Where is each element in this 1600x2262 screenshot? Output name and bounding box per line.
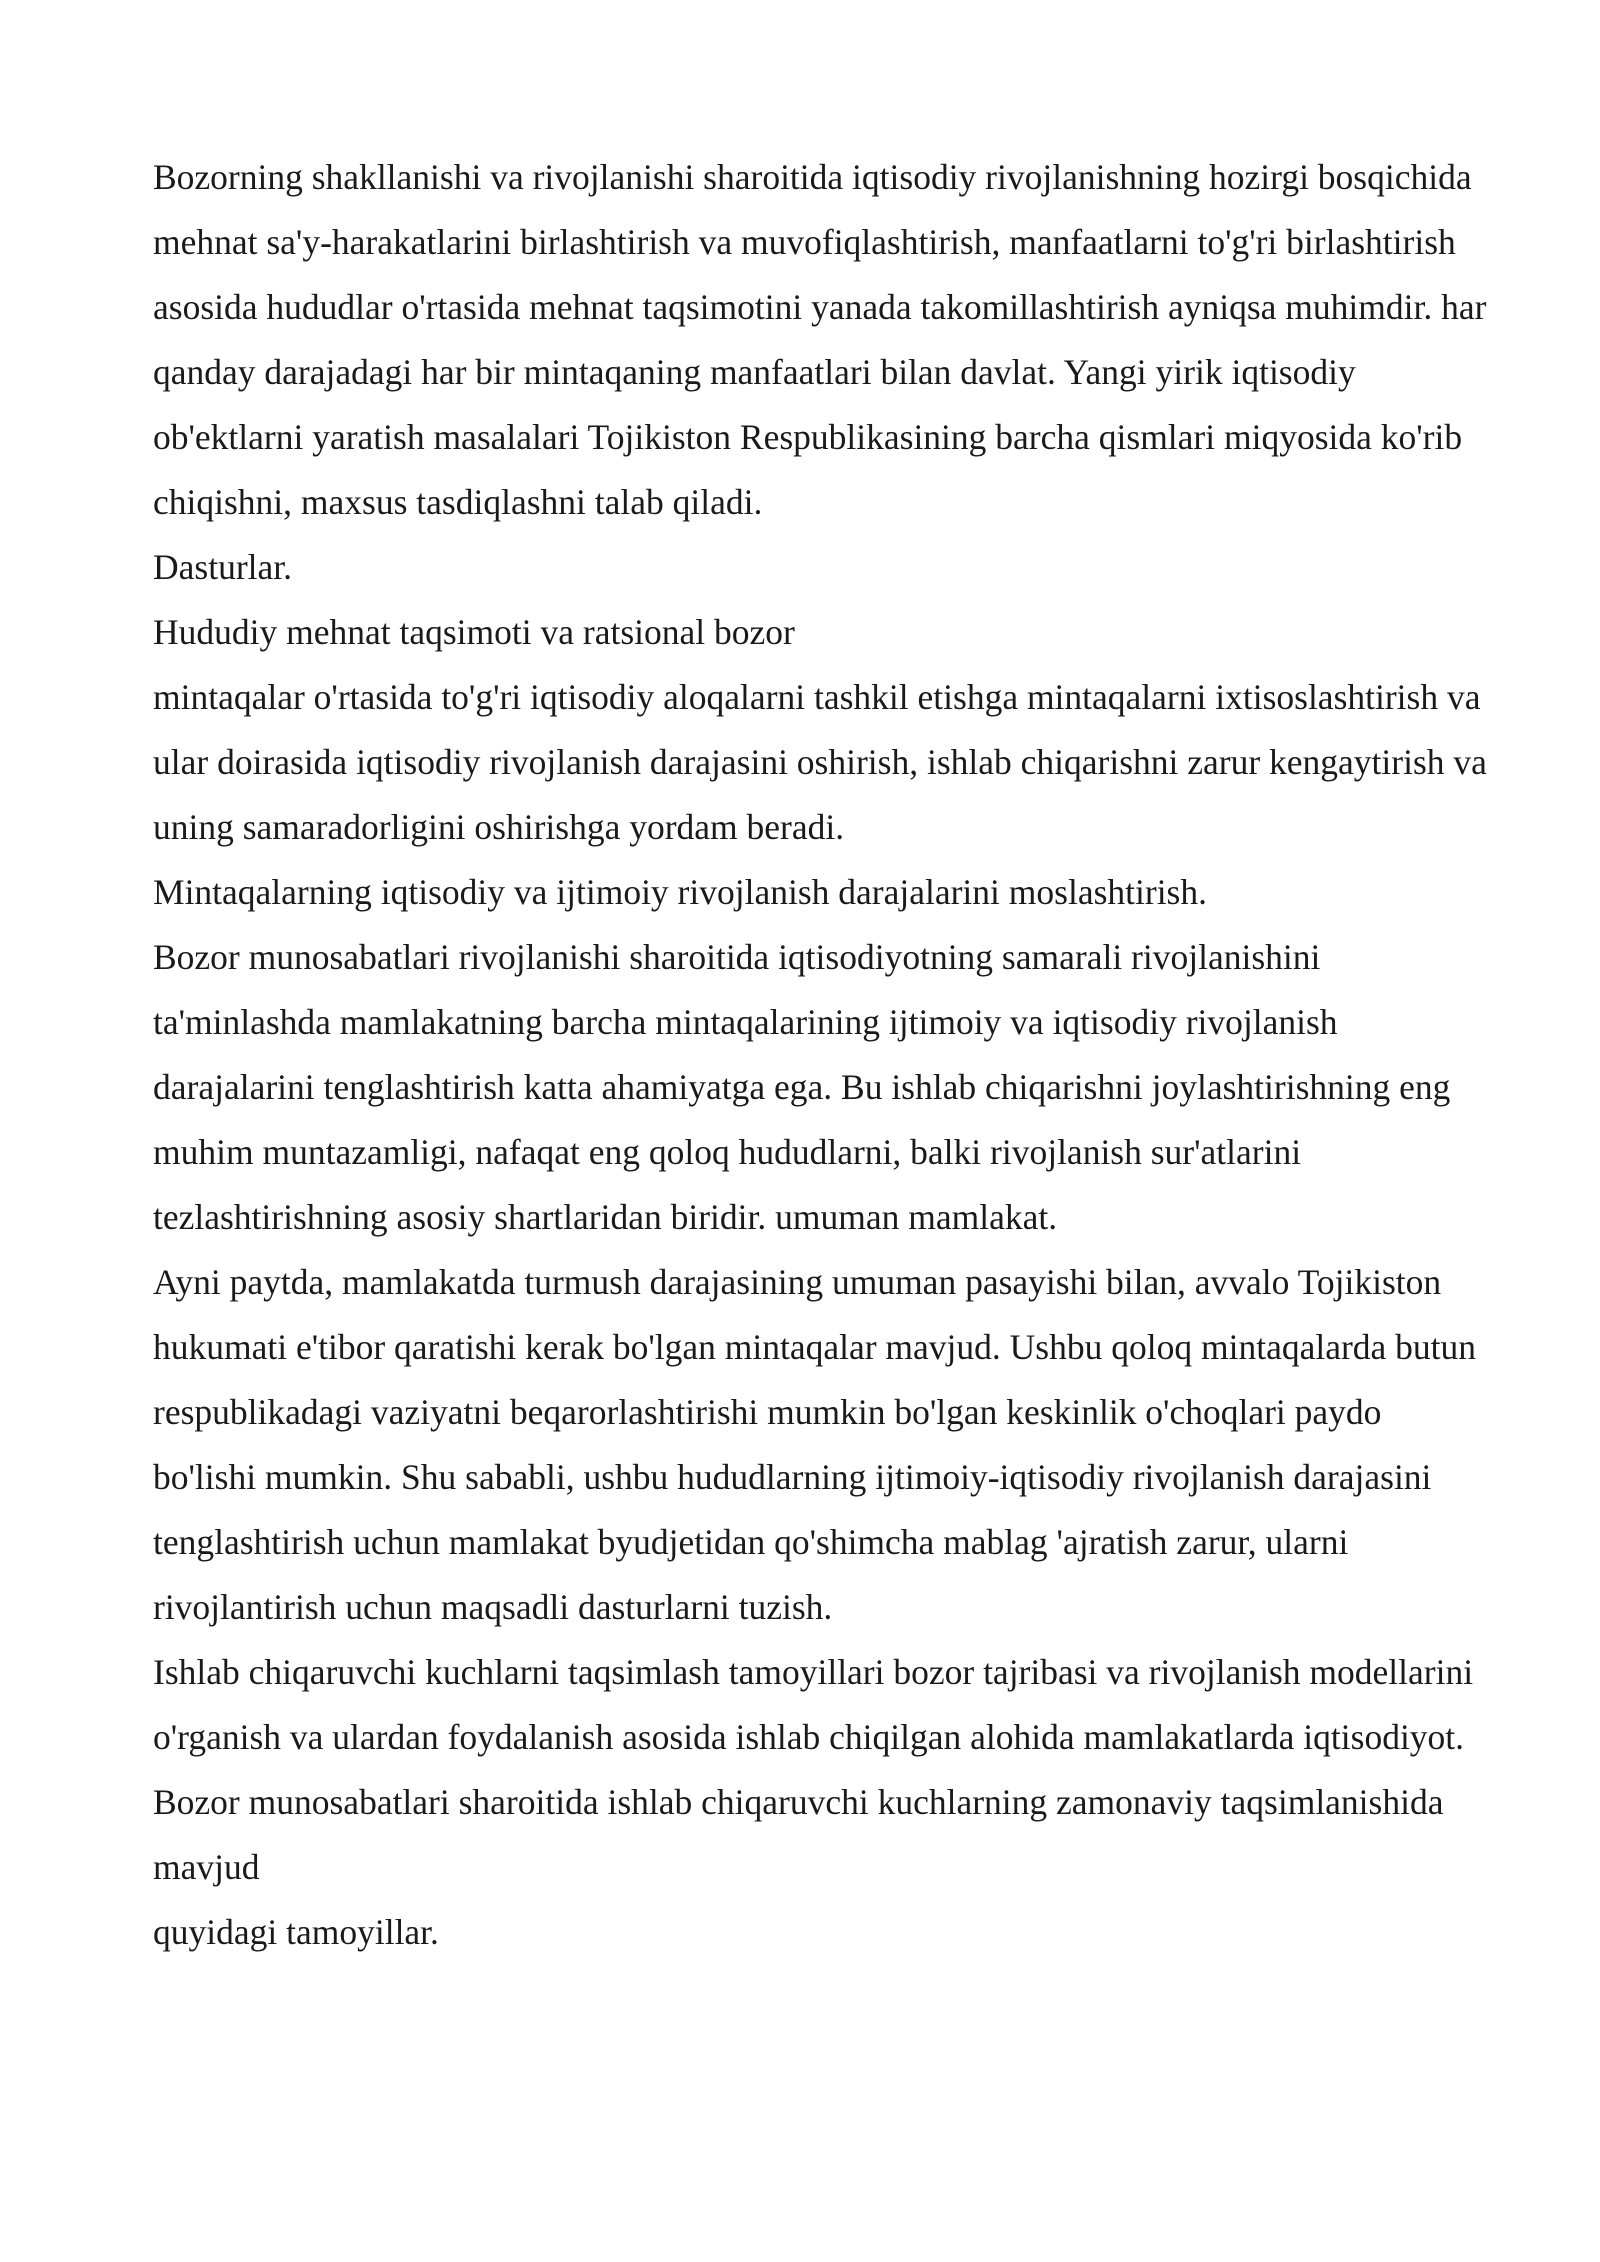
paragraph-harmonization: Mintaqalarning iqtisodiy va ijtimoiy rivojlanish darajalarini moslashtirish. — [153, 872, 1207, 912]
paragraph-intro: Bozorning shakllanishi va rivojlanishi sharoitida iqtisodiy rivojlanishning hozirgi bosqichida mehnat sa'y-harakatlarini birlashtirish va muvofiqlashtirish, manfaatlarni to'g'ri birlashtirish asosida hududlar o'rtasida mehnat taqsimotini yanada takomillashtirish ayniqsa muhimdir. har qanday darajadagi har bir mintaqaning manfaatlari bilan davlat. Yangi yirik iqtisodiy ob'ektlarni yaratish masalalari Tojikiston Respublikasining barcha qismlari miqyosida ko'rib chiqishni, maxsus tasdiqlashni talab qiladi. — [153, 157, 1487, 522]
paragraph-programs: Dasturlar. — [153, 547, 293, 587]
paragraph-market-relations: Bozor munosabatlari rivojlanishi sharoitida iqtisodiyotning samarali rivojlanishini ta'minlashda mamlakatning barcha mintaqalarining ijtimoiy va iqtisodiy rivojlanish darajalarini tenglashtirish katta ahamiyatga ega. Bu ishlab chiqarishni joylashtirishning eng muhim muntazamligi, nafaqat eng qoloq hududlarni, balki rivojlanish sur'atlarini tezlashtirishning asosiy shartlaridan biridir. umuman mamlakat. — [153, 937, 1451, 1237]
paragraph-labor-division: Hududiy mehnat taqsimoti va ratsional bozor — [153, 612, 795, 652]
paragraph-regional-links: mintaqalar o'rtasida to'g'ri iqtisodiy aloqalarni tashkil etishga mintaqalarni ixtisoslashtirish va ular doirasida iqtisodiy rivojlanish darajasini oshirish, ishlab chiqarishni zarur kengaytirish va uning samaradorligini oshirishga yordam beradi. — [153, 677, 1487, 847]
document-page — [153, 145, 1488, 1965]
paragraph-backward-regions: Ayni paytda, mamlakatda turmush darajasining umuman pasayishi bilan, avvalo Tojikiston hukumati e'tibor qaratishi kerak bo'lgan mintaqalar mavjud. Ushbu qoloq mintaqalarda butun respublikadagi vaziyatni beqarorlashtirishi mumkin bo'lgan keskinlik o'choqlari paydo bo'lishi mumkin. Shu sababli, ushbu hududlarning ijtimoiy-iqtisodiy rivojlanish darajasini tenglashtirish uchun mamlakat byudjetidan qo'shimcha mablag 'ajratish zarur, ularni rivojlantirish uchun maqsadli dasturlarni tuzish. — [153, 1262, 1477, 1627]
paragraph-following-principles: quyidagi tamoyillar. — [153, 1912, 439, 1952]
paragraph-principles: Ishlab chiqaruvchi kuchlarni taqsimlash tamoyillari bozor tajribasi va rivojlanish modellarini o'rganish va ulardan foydalanish asosida ishlab chiqilgan alohida mamlakatlarda iqtisodiyot. Bozor munosabatlari sharoitida ishlab chiqaruvchi kuchlarning zamonaviy taqsimlanishida mavjud — [153, 1652, 1474, 1887]
